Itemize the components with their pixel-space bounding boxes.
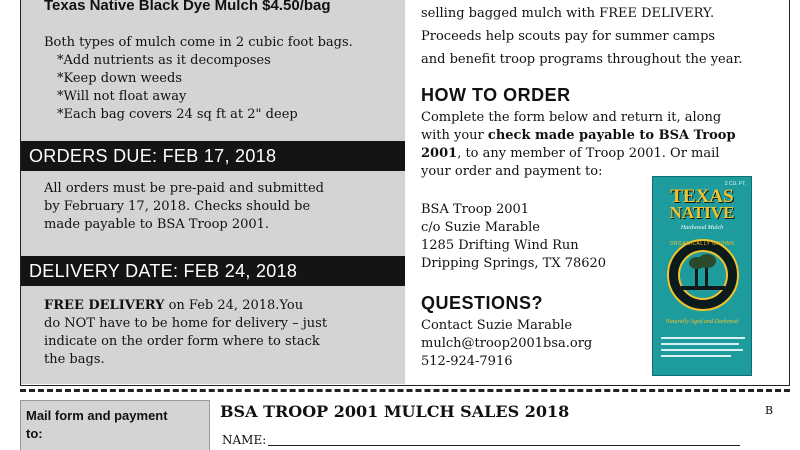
bag-fine-print	[661, 337, 745, 339]
bag-tree-emblem	[667, 239, 739, 311]
how-line-text: , to any member of Troop 2001. Or mail	[457, 146, 720, 161]
form-title: BSA TROOP 2001 MULCH SALES 2018	[220, 402, 570, 421]
how-line-text: with your	[421, 128, 488, 143]
how-to-order-heading: HOW TO ORDER	[421, 85, 571, 105]
feature-item: *Will not float away	[57, 89, 187, 104]
mulch-intro: Both types of mulch come in 2 cubic foot bags.	[44, 35, 353, 50]
delivery-date-banner: DELIVERY DATE: FEB 24, 2018	[21, 256, 405, 286]
bag-ring-text: ORGANICALLY GROWN	[669, 241, 735, 247]
address-line: 1285 Drifting Wind Run	[421, 238, 579, 253]
troop-number: 2001	[421, 146, 458, 161]
how-line	[421, 127, 736, 145]
orders-text-line: made payable to BSA Troop 2001.	[44, 217, 270, 232]
orders-text-line: by February 17, 2018. Checks should be	[44, 199, 311, 214]
product-line: Texas Native Black Dye Mulch $4.50/bag	[44, 0, 331, 14]
questions-heading: QUESTIONS?	[421, 293, 544, 313]
bag-fine-print	[661, 355, 731, 357]
feature-item: *Keep down weeds	[57, 71, 182, 86]
free-delivery-label: FREE DELIVERY	[44, 298, 165, 313]
mail-form-label: to:	[26, 426, 43, 441]
mulch-bag-image	[652, 176, 752, 376]
feature-item: *Add nutrients as it decomposes	[57, 53, 271, 68]
intro-line: selling bagged mulch with FREE DELIVERY.	[421, 6, 715, 21]
form-corner-letter: B	[765, 404, 774, 417]
address-line: c/o Suzie Marable	[421, 220, 540, 235]
how-line: your order and payment to:	[421, 164, 603, 179]
intro-line: and benefit troop programs throughout the year.	[421, 52, 743, 67]
delivery-text-line: indicate on the order form where to stack	[44, 334, 320, 349]
name-input-line[interactable]	[268, 445, 740, 446]
how-line: Complete the form below and return it, along	[421, 110, 722, 125]
contact-email: mulch@troop2001bsa.org	[421, 336, 593, 351]
delivery-text-line: do NOT have to be home for delivery – just	[44, 316, 328, 331]
bag-subtitle: Hardwood Mulch	[680, 225, 724, 231]
feature-item: *Each bag covers 24 sq ft at 2" deep	[57, 107, 298, 122]
bag-volume: 2 CU. FT.	[724, 181, 746, 187]
intro-line: Proceeds help scouts pay for summer camps	[421, 29, 716, 44]
name-label: NAME:	[222, 433, 267, 447]
bag-fine-print	[661, 349, 743, 351]
delivery-text-line1	[44, 297, 303, 315]
bag-tagline: Naturally Aged and Darkened	[665, 319, 739, 325]
contact-phone: 512-924-7916	[421, 354, 513, 369]
bag-brand-top: TEXAS	[670, 186, 734, 207]
bag-brand-bottom: NATIVE	[669, 203, 735, 222]
how-line	[421, 145, 719, 163]
orders-text-line: All orders must be pre-paid and submitted	[44, 181, 324, 196]
mail-form-label: Mail form and payment	[26, 408, 168, 423]
delivery-date-text: on Feb 24, 2018.You	[164, 298, 304, 313]
check-payable-text: check made payable to BSA Troop	[487, 128, 736, 143]
cut-line	[20, 389, 790, 392]
contact-name: Contact Suzie Marable	[421, 318, 573, 333]
bag-fine-print	[661, 343, 739, 345]
orders-due-banner: ORDERS DUE: FEB 17, 2018	[21, 141, 405, 171]
address-line: BSA Troop 2001	[421, 202, 530, 217]
delivery-text-line: the bags.	[44, 352, 105, 367]
address-line: Dripping Springs, TX 78620	[421, 256, 607, 271]
